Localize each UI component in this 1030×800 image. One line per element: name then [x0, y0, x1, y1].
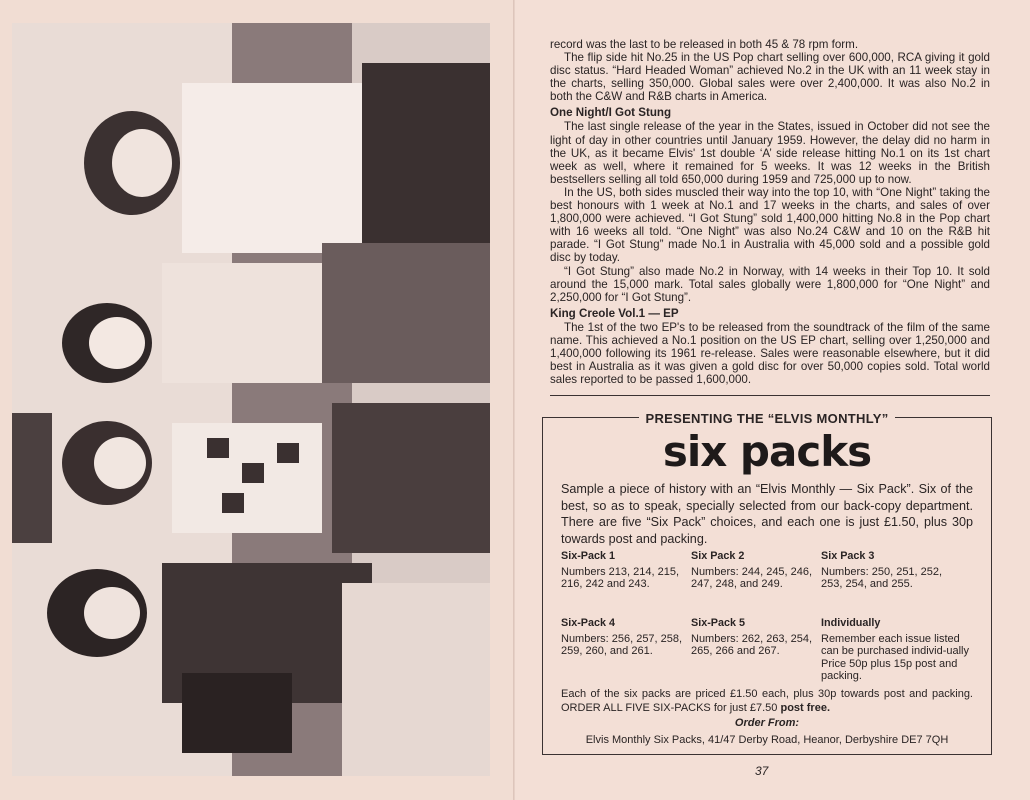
advert-heading	[543, 410, 991, 428]
advert-offer-text: Each of the six packs are priced £1.50 each, plus 30p towards post and packing. ORDER ALL FIVE SIX-PACKS for just £7.50	[561, 688, 973, 714]
pack-title: Individually	[821, 617, 881, 629]
pack-numbers: Numbers 213, 214, 215, 216, 242 and 243.	[561, 565, 680, 591]
advert-offer-bold: post free.	[780, 701, 830, 714]
pack-item	[561, 550, 686, 591]
section-heading: One Night/I Got Stung	[550, 106, 672, 120]
pack-item	[561, 617, 686, 658]
pack-title: Six-Pack 4	[561, 617, 616, 629]
article-paragraph: The 1st of the two EP's to be released from the soundtrack of the film of the same name. This achieved a No.1 position on the US EP chart, selling over 1,250,000 and 1,400,000 following its 1961 re-release. Sales were reasonable elsewhere, but it did best in Australia as it was given a gold disc for over 50,000 copies sold. Total world sales reported to be passed 1,600,000.	[550, 320, 990, 387]
pack-numbers: Numbers: 244, 245, 246, 247, 248, and 249.	[691, 565, 813, 591]
order-address: Elvis Monthly Six Packs, 41/47 Derby Road, Heanor, Derbyshire DE7 7QH	[585, 734, 949, 746]
article-paragraph: The flip side hit No.25 in the US Pop chart selling over 600,000, RCA giving it gold disc status. “Hard Headed Woman” achieved No.2 in the UK with an 11 week stay in the charts, selling 350,000. Global sales were over 2,400,000. It was also No.2 in both the C&W and R&B charts in America.	[550, 51, 990, 104]
pack-item	[821, 617, 971, 683]
pack-numbers: Numbers: 262, 263, 254, 265, 266 and 267.	[691, 632, 813, 658]
advert-intro: Sample a piece of history with an “Elvis Monthly — Six Pack”. Six of the best, so as to speak, specially selected from our back-copy department. There are five “Six Pack” choices, and each one is just £1.50, plus 30p towards post and packing.	[561, 482, 973, 546]
advert-title: six packs	[662, 427, 872, 476]
pack-numbers: Remember each issue listed can be purchased individ-ually Price 50p plus 15p post and packing.	[821, 632, 969, 683]
article-paragraph: The last single release of the year in the States, issued in October did not see the light of day in other countries until January 1959. However, the delay did no harm in the UK, as it became Elvis' 1st double ‘A’ side release hitting No.1 on its 1st chart week as well, where it remained for 5 weeks. It was 12 weeks in the British bestsellers selling all told 650,000 during 1959 and 725,000 up to now.	[550, 120, 990, 186]
pack-numbers: Numbers: 250, 251, 252, 253, 254, and 255.	[821, 565, 943, 591]
band-photograph	[12, 23, 490, 776]
article-paragraph: “I Got Stung” also made No.2 in Norway, with 14 weeks in their Top 10. It sold around the 15,000 mark. Total sales globally were 1,800,000 for “One Night” and 2,250,000 for “I Got Stung”.	[550, 264, 990, 304]
pack-title: Six Pack 3	[821, 550, 875, 562]
pack-title: Six-Pack 5	[691, 617, 746, 629]
page-number: 37	[755, 764, 769, 778]
article-paragraph: record was the last to be released in both 45 & 78 rpm form.	[550, 38, 859, 51]
advert-offer	[561, 688, 973, 715]
article-paragraph: In the US, both sides muscled their way into the top 10, with “One Night” taking the best honours with 1 week at No.1 and 17 weeks in the charts, and sales of over 1,800,000 were achieved. “I Got Stung” sold 1,400,000 hitting No.8 in the Pop chart with 16 weeks all told. “One Night” was also No.24 C&W and 10 on the R&B hit parade. “I Got Stung” made No.1 in Australia with 45,000 sold and a possible gold disc by today.	[550, 185, 990, 265]
pack-title: Six Pack 2	[691, 550, 745, 562]
article-text	[550, 38, 990, 386]
pack-title: Six-Pack 1	[561, 550, 616, 562]
pack-item	[821, 550, 946, 591]
advert-heading-text: PRESENTING THE “ELVIS MONTHLY”	[639, 411, 894, 426]
pack-numbers: Numbers: 256, 257, 258, 259, 260, and 261.	[561, 632, 683, 658]
pack-item	[691, 617, 816, 658]
order-from-label: Order From:	[734, 717, 800, 729]
section-heading: King Creole Vol.1 — EP	[550, 306, 679, 320]
pack-item	[691, 550, 816, 591]
six-packs-advert	[542, 411, 992, 755]
band-photo-image	[12, 23, 490, 776]
section-divider	[550, 395, 990, 396]
